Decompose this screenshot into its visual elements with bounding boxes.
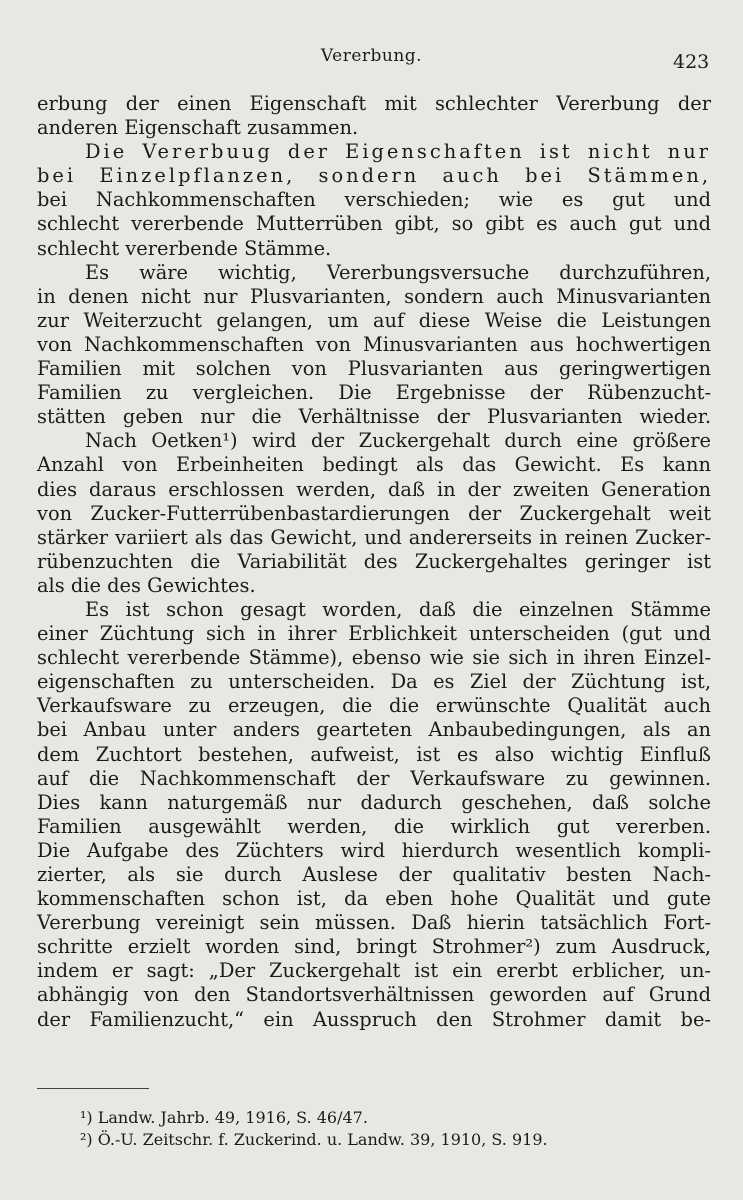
- text-line: Familien zu vergleichen. Die Ergebnisse der Rübenzucht-: [37, 381, 711, 405]
- text-line: von Zucker-Futterrübenbastardierungen der Zuckergehalt weit: [37, 501, 711, 525]
- text-line: dem Zuchtort bestehen, aufweist, ist es also wichtig Einfluß: [37, 742, 711, 766]
- text-line: der Familienzucht,“ ein Ausspruch den Strohmer damit be-: [37, 1007, 711, 1031]
- text-line: bei Anbau unter anders gearteten Anbaubedingungen, als an: [37, 718, 711, 742]
- running-head: Vererbung.: [320, 46, 423, 66]
- text-line: rübenzuchten die Variabilität des Zuckergehaltes geringer ist: [37, 549, 711, 573]
- text-line: bei Einzelpflanzen, sondern auch bei Stämmen,: [37, 164, 711, 188]
- text-line: erbung der einen Eigenschaft mit schlechter Vererbung der: [37, 92, 711, 115]
- text-line: von Nachkommenschaften von Minusvarianten aus hochwertigen: [37, 332, 711, 356]
- text-line: stätten geben nur die Verhältnisse der Plusvarianten wieder.: [37, 405, 711, 429]
- body-text: [37, 92, 711, 1032]
- text-line: schlecht vererbende Stämme.: [37, 236, 332, 260]
- text-line: anderen Eigenschaft zusammen.: [37, 116, 359, 140]
- footnote-rule: [37, 1088, 149, 1089]
- text-line: Die Aufgabe des Züchters wird hierdurch wesentlich kompli-: [37, 838, 711, 862]
- text-line: Die Vererbuug der Eigenschaften ist nicht nur: [85, 140, 711, 164]
- text-line: Anzahl von Erbeinheiten bedingt als das Gewicht. Es kann: [37, 453, 711, 477]
- text-line: Es ist schon gesagt worden, daß die einzelnen Stämme: [85, 597, 711, 621]
- text-line: Nach Oetken¹) wird der Zuckergehalt durch eine größere: [85, 429, 711, 453]
- text-line: Familien ausgewählt werden, die wirklich gut vererben.: [37, 814, 711, 838]
- text-line: auf die Nachkommenschaft der Verkaufsware zu gewinnen.: [37, 766, 711, 790]
- text-line: einer Züchtung sich in ihrer Erblichkeit unterscheiden (gut und: [37, 622, 711, 646]
- text-line: eigenschaften zu unterscheiden. Da es Ziel der Züchtung ist,: [37, 670, 711, 694]
- text-line: bei Nachkommenschaften verschieden; wie es gut und: [37, 188, 711, 212]
- text-line: dies daraus erschlossen werden, daß in der zweiten Generation: [37, 477, 711, 501]
- text-line: in denen nicht nur Plusvarianten, sondern auch Minusvarianten: [37, 284, 711, 308]
- text-line: kommenschaften schon ist, da eben hohe Qualität und gute: [37, 887, 711, 911]
- text-line: Es wäre wichtig, Vererbungsversuche durchzuführen,: [85, 260, 711, 284]
- text-line: Dies kann naturgemäß nur dadurch geschehen, daß solche: [37, 790, 711, 814]
- text-line: Verkaufsware zu erzeugen, die die erwünschte Qualität auch: [37, 694, 711, 718]
- text-line: zur Weiterzucht gelangen, um auf diese Weise die Leistungen: [37, 308, 711, 332]
- text-line: als die des Gewichtes.: [37, 573, 256, 597]
- page-number: 423: [673, 51, 710, 73]
- text-line: abhängig von den Standortsverhältnissen geworden auf Grund: [37, 983, 711, 1007]
- text-line: schritte erzielt worden sind, bringt Strohmer²) zum Ausdruck,: [37, 935, 711, 959]
- text-line: indem er sagt: „Der Zuckergehalt ist ein ererbt erblicher, un-: [37, 959, 711, 983]
- text-line: schlecht vererbende Mutterrüben gibt, so gibt es auch gut und: [37, 212, 711, 236]
- text-line: Familien mit solchen von Plusvarianten aus geringwertigen: [37, 357, 711, 381]
- footnote-2: ²) Ö.-U. Zeitschr. f. Zuckerind. u. Landw. 39, 1910, S. 919.: [80, 1130, 548, 1149]
- text-line: stärker variiert als das Gewicht, und andererseits in reinen Zucker-: [37, 525, 711, 549]
- text-line: zierter, als sie durch Auslese der qualitativ besten Nach-: [37, 863, 711, 886]
- text-line: Vererbung vereinigt sein müssen. Daß hierin tatsächlich Fort-: [37, 911, 711, 935]
- text-line: schlecht vererbende Stämme), ebenso wie sie sich in ihren Einzel-: [37, 646, 711, 670]
- footnote-1: ¹) Landw. Jahrb. 49, 1916, S. 46/47.: [80, 1108, 368, 1127]
